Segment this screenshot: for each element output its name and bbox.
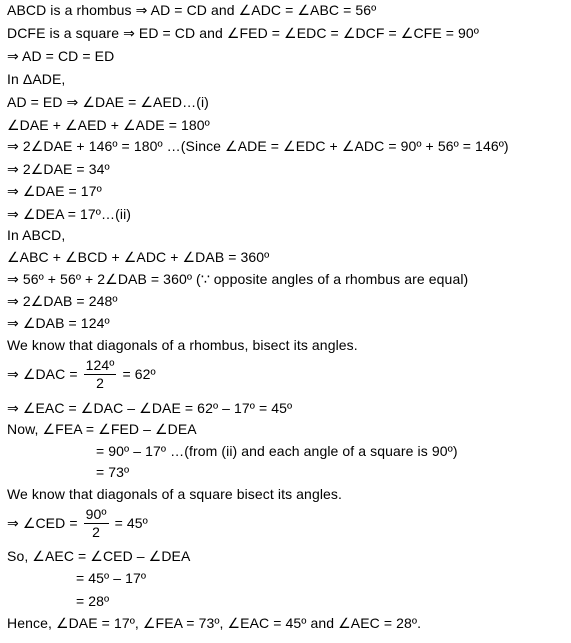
line-12: ∠ABC + ∠BCD + ∠ADC + ∠DAB = 360º [7,249,270,265]
line-17-fraction [7,356,156,392]
fraction-denominator: 2 [96,374,104,391]
fraction [84,357,117,392]
fraction-suffix: = 45º [114,515,148,531]
line-6: ∠DAE + ∠AED + ∠ADE = 180º [7,117,210,133]
line-20: = 90º – 17º …(from (ii) and each angle of a square is 90º) [96,443,458,459]
line-3: ⇒ AD = CD = ED [7,48,115,64]
line-8: ⇒ 2∠DAE = 34º [7,161,110,177]
line-7: ⇒ 2∠DAE + 146º = 180º …(Since ∠ADE = ∠EDC + ∠ADC = 90º + 56º = 146º) [7,138,509,154]
line-22: We know that diagonals of a square bisect its angles. [7,486,343,502]
line-1: ABCD is a rhombus ⇒ AD = CD and ∠ADC = ∠ABC = 56º [7,2,377,18]
fraction-numerator: 90º [85,505,107,522]
line-10: ⇒ ∠DEA = 17º…(ii) [7,206,132,222]
line-16: We know that diagonals of a rhombus, bisect its angles. [7,337,358,353]
line-9: ⇒ ∠DAE = 17º [7,183,102,199]
line-21: = 73º [96,464,130,480]
line-25: = 45º – 17º [76,570,147,586]
line-4: In ΔADE, [7,71,66,87]
line-19: Now, ∠FEA = ∠FED – ∠DEA [7,421,197,437]
line-23-fraction [7,505,148,541]
fraction [84,506,109,541]
line-11: In ABCD, [7,227,66,243]
line-5: AD = ED ⇒ ∠DAE = ∠AED…(i) [7,94,209,110]
line-18: ⇒ ∠EAC = ∠DAC – ∠DAE = 62º – 17º = 45º [7,400,293,416]
fraction-prefix: ⇒ ∠DAC = [7,366,78,382]
line-14: ⇒ 2∠DAB = 248º [7,293,118,309]
line-13: ⇒ 56º + 56º + 2∠DAB = 360º (∵ opposite angles of a rhombus are equal) [7,271,469,287]
fraction-numerator: 124º [85,356,115,373]
line-27: Hence, ∠DAE = 17º, ∠FEA = 73º, ∠EAC = 45º and ∠AEC = 28º. [7,615,422,631]
line-26: = 28º [76,593,110,609]
fraction-prefix: ⇒ ∠CED = [7,515,78,531]
line-24: So, ∠AEC = ∠CED – ∠DEA [7,548,191,564]
line-2: DCFE is a square ⇒ ED = CD and ∠FED = ∠EDC = ∠DCF = ∠CFE = 90º [7,25,479,41]
line-15: ⇒ ∠DAB = 124º [7,315,110,331]
fraction-suffix: = 62º [122,366,156,382]
fraction-denominator: 2 [92,523,101,540]
